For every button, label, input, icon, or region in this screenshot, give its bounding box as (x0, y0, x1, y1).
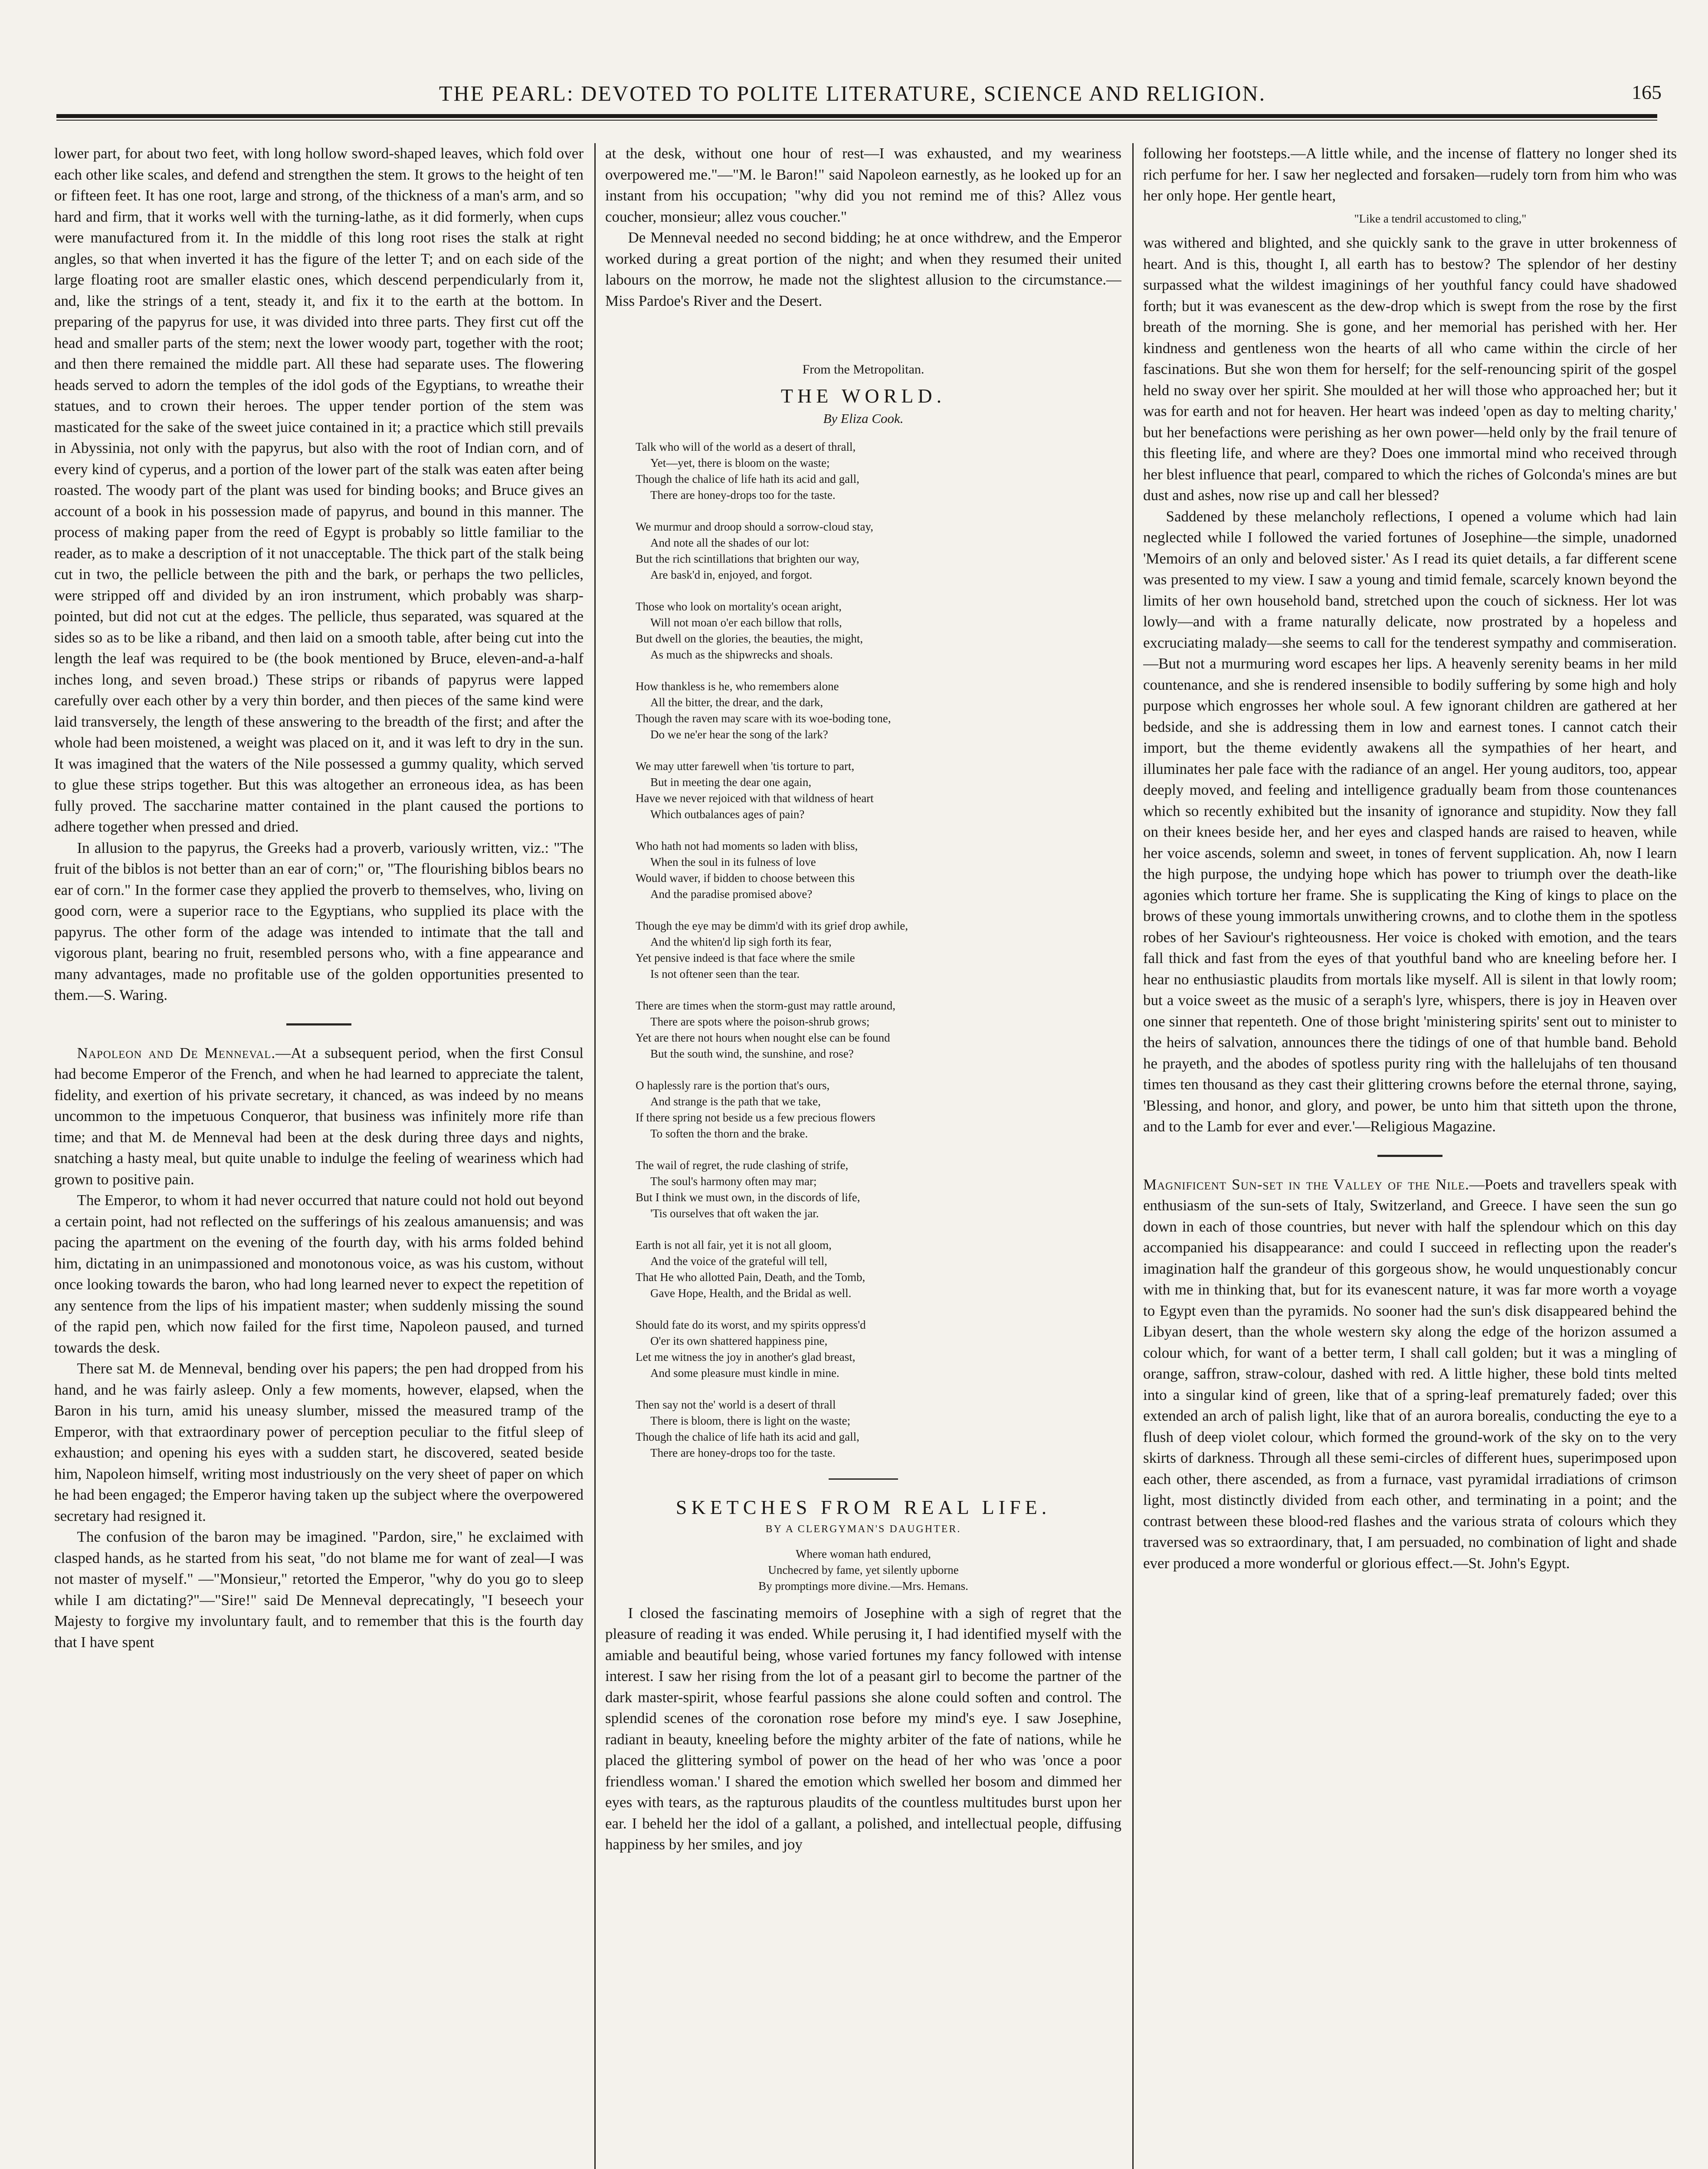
poem-line: Those who look on mortality's ocean aright, (636, 600, 842, 613)
poem-line: Would waver, if bidden to choose between this (636, 871, 855, 885)
poem-line: Though the chalice of life hath its acid and gall, (636, 472, 859, 485)
paragraph: following her footsteps.—A little while, and the incense of flattery no longer shed its rich perfume for her. I saw her neglected and forsaken—rudely torn from him who was her only hope. Her gentle heart, (1143, 145, 1677, 204)
stanza (636, 1317, 1121, 1381)
poem-line: We murmur and droop should a sorrow-cloud stay, (636, 520, 873, 533)
epigraph-line: Unchecred by fame, yet silently upborne (768, 1563, 959, 1576)
poem-line: Who hath not had moments so laden with bliss, (636, 839, 858, 852)
poem-line: And the paradise promised above? (650, 887, 813, 901)
epigraph-line: By promptings more divine.—Mrs. Hemans. (758, 1579, 968, 1592)
poem-line: Which outbalances ages of pain? (650, 807, 805, 821)
article-title: Magnificent Sun-set in the Valley of the Nile. (1143, 1176, 1469, 1193)
column-divider (594, 143, 596, 2169)
poem-line: And the whiten'd lip sigh forth its fear, (650, 935, 832, 948)
poem-line: Let me witness the joy in another's glad breast, (636, 1350, 856, 1363)
column-2 (605, 143, 1121, 2169)
poem-line: There are honey-drops too for the taste. (650, 1446, 836, 1459)
poem-line: Talk who will of the world as a desert of thrall, (636, 440, 856, 453)
poem-line: But I think we must own, in the discords of life, (636, 1190, 860, 1204)
poem-line: All the bitter, the drear, and the dark, (650, 695, 823, 709)
poem-line: That He who allotted Pain, Death, and the Tomb, (636, 1270, 865, 1284)
paragraph: There sat M. de Menneval, bending over his papers; the pen had dropped from his hand, and he was fairly asleep. Only a few moments, however, elapsed, when the Baron in his turn, amid his uneasy slumber, missed the measured tramp of the Emperor, with that extraordinary power of perception peculiar to the fitful sleep of exhaustion; and opening his eyes with a sudden start, he discovered, seated beside him, Napoleon himself, writing most industriously on the very sheet of paper on which he had been engaged; the Emperor having taken up the subject where the overpowered secretary had resigned it. (54, 1360, 584, 1524)
article-title: Napoleon and De Menneval. (77, 1044, 276, 1062)
section-divider (1377, 1155, 1442, 1157)
inline-quote: "Like a tendril accustomed to cling," (1354, 212, 1527, 225)
poem-line: O'er its own shattered happiness pine, (650, 1334, 828, 1347)
poem-line: When the soul in its fulness of love (650, 855, 816, 868)
poem-line: To soften the thorn and the brake. (650, 1127, 808, 1140)
article-byline: BY A CLERGYMAN'S DAUGHTER. (765, 1524, 961, 1535)
poem-line: Though the chalice of life hath its acid and gall, (636, 1430, 859, 1443)
column-1 (54, 143, 584, 2169)
stanza (636, 838, 1121, 902)
column-3 (1143, 143, 1677, 2169)
stanza (636, 1397, 1121, 1461)
stanza (636, 1078, 1121, 1142)
paragraph: at the desk, without one hour of rest—I was exhausted, and my weariness overpowered me."—"M. le Baron!" said Napoleon earnestly, as he looked up for an instant from his occupation; "why did you not remind me of this? Allez vous coucher, monsieur; allez vous coucher." (605, 145, 1121, 225)
poem-line: But in meeting the dear one again, (650, 775, 812, 789)
source-note: From the Metropolitan. (802, 362, 924, 377)
stanza (636, 918, 1121, 982)
paragraph: The confusion of the baron may be imagined. "Pardon, sire," he exclaimed with clasped hands, as he started from his seat, "do not blame me for want of zeal—I was not master of myself." —"Monsieur," retorted the Emperor, "why do you go to sleep while I am dictating?"—"Sire!" said De Menneval deprecatingly, "I beseech your Majesty to forgive my involuntary fault, and to remember that this is the fourth day that I have spent (54, 1528, 584, 1651)
poem-line: Yet pensive indeed is that face where the smile (636, 951, 855, 964)
paragraph: —At a subsequent period, when the first Consul had become Emperor of the French, and when he had learned to appreciate the talent, fidelity, and exertion of his private secretary, it chanced, as was indeed by no means uncommon to the impetuous Conqueror, that business was infinitely more rife than time; and that M. de Menneval had been at the desk during three days and nights, snatching a hasty meal, but quite unable to indulge the feeling of weariness which had grown to positive pain. (54, 1044, 584, 1188)
poem-line: Earth is not all fair, yet it is not all gloom, (636, 1238, 832, 1252)
poem (605, 439, 1121, 1461)
article-title: SKETCHES FROM REAL LIFE. (675, 1496, 1051, 1518)
paragraph: lower part, for about two feet, with long hollow sword-shaped leaves, which fold over each other like scales, and defend and strengthen the stem. It grows to the height of ten or fifteen feet. It has one root, large and strong, of the thickness of a man's arm, and so hard and firm, that it works well with the turning-lathe, as it did formerly, when cups were manufactured from it. In the middle of this long root rises the stalk at right angles, so that when inverted it has the figure of the letter T; and on each side of the large floating root are smaller elastic ones, which descend perpendicularly from it, and, like the strings of a tent, steady it, and fix it to the earth at the bottom. In preparing of the papyrus for use, it was divided into three parts. They first cut off the head and smaller parts of the stem; next the lower woody part, together with the root; and then there remained the middle part. All these had separate uses. The flowering heads served to adorn the temples of the idol gods of the Egyptians, to wreathe their statues, and to crown their heroes. The upper tender portion of the stem was masticated for the sake of the sweet juice contained in it; a practice which still prevails in Abyssinia, not only with the papyrus, but also with the root of Indian corn, and of every kind of cyperus, and a portion of the lower part of the stalk was eaten after being roasted. The woody part of the plant was used for binding books; and Bruce gives an account of a book in his possession made of papyrus, and bound in this manner. The process of making paper from the reed of Egypt is probably so little familiar to the reader, as to make a description of it not unacceptable. The thick part of the stalk being cut in two, the pellicle between the pith and the bark, or perhaps the two pellicles, were stripped off and divided by an iron instrument, which probably was sharp-pointed, but did not cut at the edges. The pellicle, thus separated, was squared at the sides so as to be like a riband, and then laid on a smooth table, after being cut into the length the leaf was required to be (the book mentioned by Bruce, eleven-and-a-half inches long, and seven broad.) These strips or ribands of papyrus were lapped carefully over each other by a very thin border, and then pieces of the same kind were laid transversely, the length of these answering to the breadth of the first; and after the whole had been moistened, a weight was placed on it, and it was left to dry in the sun. It was imagined that the waters of the Nile possessed a gummy quality, which served to glue these strips together. But this was altogether an erroneous idea, as has been fully proved. The saccharine matter contained in the plant caused the portions to adhere together when pressed and dried. (54, 145, 584, 835)
paragraph: De Menneval needed no second bidding; he at once withdrew, and the Emperor worked during a great portion of the night; and when they resumed their united labours on the morrow, he made not the slightest allusion to the circumstance.—Miss Pardoe's River and the Desert. (605, 229, 1121, 309)
section-divider (286, 1023, 351, 1026)
poem-line: Yet—yet, there is bloom on the waste; (650, 456, 830, 469)
poem-line: Will not moan o'er each billow that rolls, (650, 616, 842, 629)
section-divider (829, 1478, 898, 1480)
poem-line: Though the eye may be dimm'd with its grief drop awhile, (636, 919, 908, 932)
poem-line: Are bask'd in, enjoyed, and forgot. (650, 568, 813, 581)
poem-line: But dwell on the glories, the beauties, the might, (636, 632, 863, 645)
header-rule (56, 114, 1657, 118)
stanza (636, 758, 1121, 822)
poem-line: But the rich scintillations that brighten our way, (636, 552, 859, 565)
poem-line: If there spring not beside us a few precious flowers (636, 1111, 875, 1124)
paragraph: The Emperor, to whom it had never occurred that nature could not hold out beyond a certain point, had not reflected on the sufferings of his zealous amanuensis; and was pacing the apartment on the evening of the fourth day, with his arms folded behind him, dictating in an unimpassioned and monotonous voice, as was his custom, without once looking towards the baron, who had long learned never to expect the repetition of any sentence from the lips of his impatient master; when suddenly missing the sound of the rapid pen, which now failed for the first time, Napoleon paused, and turned towards the desk. (54, 1192, 584, 1356)
poem-line: How thankless is he, who remembers alone (636, 679, 839, 693)
poem-title: THE WORLD. (780, 384, 946, 407)
poem-line: And strange is the path that we take, (650, 1094, 821, 1108)
poem-line: The soul's harmony often may mar; (650, 1174, 817, 1188)
poem-line: Then say not the' world is a desert of thrall (636, 1398, 836, 1411)
poem-line: Yet are there not hours when nought else can be found (636, 1031, 890, 1044)
stanza (636, 519, 1121, 583)
poem-line: There are honey-drops too for the taste. (650, 488, 836, 501)
stanza (636, 998, 1121, 1062)
paragraph: —Poets and travellers speak with enthusiasm of the sun-sets of Italy, Switzerland, and Greece. I have seen the sun go down in each of those countries, but never with half the splendour which on this day accompanied his disappearance: and could I succeed in reflecting upon the reader's imagination half the grandeur of this gorgeous show, he would unquestionably concur with me in thinking that, but for its evanescent nature, it was far more worth a voyage to Egypt even than the pyramids. No sooner had the sun's disk disappeared behind the Libyan desert, than the whole western sky along the edge of the horizon assumed a colour which, for want of a better term, I shall call golden; but it was a mingling of orange, saffron, straw-colour, dashed with red. A little higher, these bold tints melted into a singular kind of green, like that of a spring-leaf prematurely faded; over this extended an arch of palish light, like that of an aurora borealis, conducting the eye to a flush of deep violet colour, which formed the ground-work of the sky on to the very skirts of darkness. Through all these semi-circles of different hues, superimposed upon each other, there ascended, as from a furnace, vast pyramidal irradiations of crimson light, most distinctly divided from each other, and terminating in a point; and the contrast between these blood-red flashes and the various strata of colours which they traversed was so extraordinary, that, I am persuaded, no combination of light and shade ever produced a more wonderful or glorious effect.—St. John's Egypt. (1143, 1176, 1677, 1572)
paragraph: Saddened by these melancholy reflections, I opened a volume which had lain neglected while I followed the varied fortunes of Josephine—the simple, unadorned 'Memoirs of an only and beloved sister.' As I read its quiet details, a far different scene was presented to my view. I saw a young and timid female, scarcely known beyond the limits of her own household band, stretched upon the couch of sickness. Her lot was lowly—and with a frame naturally delicate, now prostrated by a hopeless and excruciating malady—she seems to call for the tenderest sympathy and commiseration.—But not a murmuring word escapes her lips. A heavenly serenity beams in her mild countenance, and she is rendered insensible to bodily suffering by some high and holy purpose which engrosses her whole soul. A few ignorant children are gathered at her bedside, and she is addressing them in low and earnest tones. I cannot catch their import, but the theme evidently awakens all the sympathies of her heart, and illuminates her pale face with the radiance of an angel. Her young auditors, too, appear deeply moved, and feeling and intelligence gradually beam from those countenances which so recently exhibited but the insanity of ignorance and stupidity. Now they fall on their knees beside her, and her eyes and clasped hands are raised to heaven, while her voice ascends, solemn and sweet, in tones of fervent supplication. Ah, now I learn the high purpose, the undying hope which has power to triumph over the death-like agonies which torture her frame. She is supplicating the King of kings to place on the brows of these young immortals unwithering crowns, and to clothe them in the spotless robes of her Saviour's righteousness. Her voice is choked with emotion, and the tears fall thick and fast from the eyes of that youthful band who are kneeling before her. I hear no enthusiastic plaudits from mortals like myself. All is silent in that lowly room; but a voice sweet as the music of a seraph's lyre, whispers, there is joy in Heaven over one sinner that repenteth. One of those bright 'ministering spirits' sent out to minister to the heirs of salvation, announces there the tidings of one of that humble band. Behold he prayeth, and the abodes of spotless purity ring with the hallelujahs of ten thousand times ten thousand as they cast their glittering crowns before the eternal throne, saying, 'Blessing, and honor, and glory, and power, be unto him that sitteth upon the throne, and to the Lamb for ever and ever.'—Religious Magazine. (1143, 508, 1677, 1135)
masthead (39, 65, 1666, 117)
header-rule-thin (56, 120, 1657, 121)
poem-line: The wail of regret, the rude clashing of strife, (636, 1158, 849, 1172)
poem-line: As much as the shipwrecks and shoals. (650, 648, 833, 661)
poem-line: There is bloom, there is light on the waste; (650, 1414, 851, 1427)
column-divider (1132, 143, 1134, 2169)
stanza (636, 1237, 1121, 1301)
poem-line: Do we ne'er hear the song of the lark? (650, 727, 828, 741)
poem-line: Should fate do its worst, and my spirits oppress'd (636, 1318, 866, 1331)
paragraph: In allusion to the papyrus, the Greeks had a proverb, variously written, viz.: "The fruit of the biblos is not better than an ear of corn;" or, "The flourishing biblos bears no ear of corn." In the former case they applied the proverb to themselves, who, living on good corn, were a superior race to the Egyptians, who supplied its place with the papyrus. The other form of the adage was intended to intimate that the tall and vigorous plant, bearing no fruit, resembled persons who, with a fine appearance and many advantages, made no profitable use of the golden opportunities presented to them.—S. Waring. (54, 839, 584, 1003)
page-title: THE PEARL: DEVOTED TO POLITE LITERATURE, SCIENCE AND RELIGION. (439, 81, 1266, 105)
epigraph-line: Where woman hath endured, (796, 1547, 931, 1560)
poem-line: Gave Hope, Health, and the Bridal as well. (650, 1286, 852, 1300)
poem-line: Have we never rejoiced with that wildness of heart (636, 791, 874, 805)
poem-line: Though the raven may scare with its woe-boding tone, (636, 711, 891, 725)
poem-line: There are spots where the poison-shrub grows; (650, 1015, 870, 1028)
poem-line: 'Tis ourselves that oft waken the jar. (650, 1206, 819, 1220)
poem-line: And some pleasure must kindle in mine. (650, 1366, 839, 1379)
poem-line: We may utter farewell when 'tis torture to part, (636, 759, 855, 773)
stanza (636, 1157, 1121, 1222)
stanza (636, 678, 1121, 743)
paragraph: was withered and blighted, and she quickly sank to the grave in utter brokenness of heart. And is this, thought I, all earth has to bestow? The splendor of her destiny surpassed what the wildest imaginings of her youthful fancy could have shadowed forth; but it was evanescent as the dew-drop which is swept from the rose by the first breath of the morning. She is gone, and her memorial has perished with her. Her kindness and gentleness won the hearts of all who came within the circle of her fascinations. But she won them for herself; for the self-renouncing spirit of the gospel held no sway over her spirit. She moulded at her will those who approached her; but it was for earth and not for heaven. Her heart was indeed 'open as day to melting charity,' but her benefactions were perishing as her own power—held only by the frail tenure of this fleeting life, and where are they? Does one immortal mind who received through her blest influence that pearl, compared to which the riches of Golconda's mines are but dust and ashes, now rise up and call her blessed? (1143, 234, 1677, 504)
stanza (636, 599, 1121, 663)
poem-line: Is not oftener seen than the tear. (650, 967, 800, 980)
poem-author: By Eliza Cook. (823, 411, 904, 426)
stanza (636, 439, 1121, 503)
poem-line: And the voice of the grateful will tell, (650, 1254, 827, 1268)
poem-line: There are times when the storm-gust may rattle around, (636, 999, 896, 1012)
paragraph: I closed the fascinating memoirs of Josephine with a sigh of regret that the pleasure of reading it was ended. While perusing it, I had identified myself with the amiable and beautiful being, whose varied fortunes my fancy followed with intense interest. I saw her rising from the lot of a peasant girl to become the partner of the dark master-spirit, whose fearful passions she alone could soften and control. The splendid scenes of the coronation rose before my mind's eye. I saw Josephine, radiant in beauty, kneeling before the mighty arbiter of the fate of nations, while he placed the glittering symbol of power on the head of her who was 'once a poor friendless woman.' I shared the emotion which swelled her bosom and dimmed her eyes with tears, as the rapturous plaudits of the countless multitudes burst upon her ear. I beheld her the idol of a gallant, a polished, and intellectual people, diffusing happiness by her smiles, and joy (605, 1604, 1121, 1853)
poem-line: And note all the shades of our lot: (650, 536, 810, 549)
page-number: 165 (1632, 81, 1662, 103)
poem-line: But the south wind, the sunshine, and rose? (650, 1047, 854, 1060)
poem-line: O haplessly rare is the portion that's ours, (636, 1078, 830, 1092)
epigraph (605, 1546, 1121, 1594)
